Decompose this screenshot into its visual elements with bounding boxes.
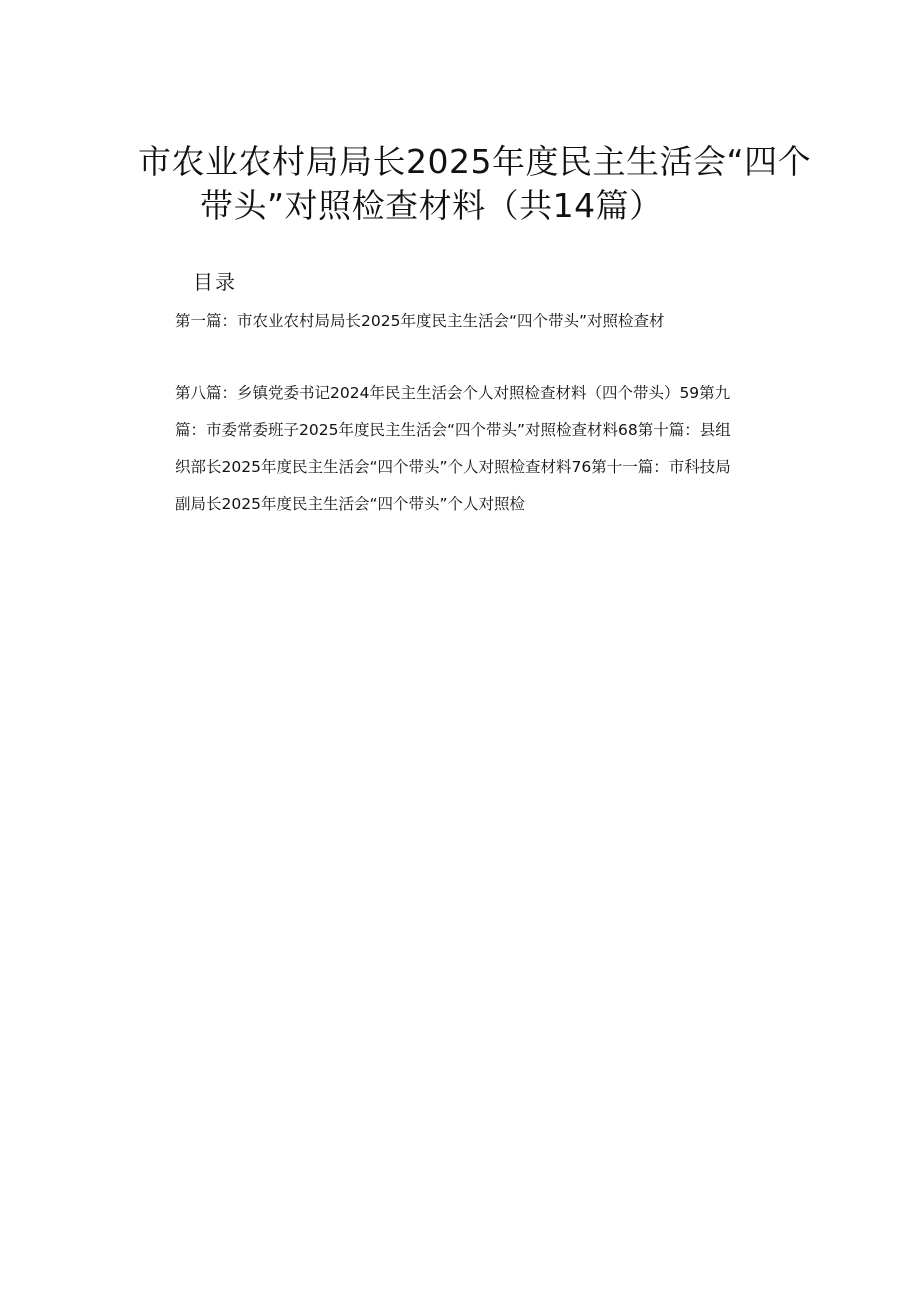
toc-entry-first: 第一篇：市农业农村局局长2025年度民主生活会“四个带头”对照检查材 — [175, 312, 665, 330]
toc-line: 副局长2025年度民主生活会“四个带头”个人对照检 — [175, 495, 526, 513]
toc-paragraph — [175, 382, 815, 530]
toc-line: 第八篇：乡镇党委书记2024年民主生活会个人对照检查材料（四个带头）59第九 — [175, 384, 731, 402]
toc-line: 篇：市委常委班子2025年度民主生活会“四个带头”对照检查材料68第十篇：县组 — [175, 421, 731, 439]
document-title-line-2: 带头”对照检查材料（共14篇） — [200, 186, 663, 225]
document-title — [120, 140, 810, 228]
toc-heading: 目录 — [193, 270, 237, 294]
toc-line: 织部长2025年度民主生活会“四个带头”个人对照检查材料76第十一篇：市科技局 — [175, 458, 731, 476]
document-title-line-1: 市农业农村局局长2025年度民主生活会“四个 — [138, 142, 812, 181]
